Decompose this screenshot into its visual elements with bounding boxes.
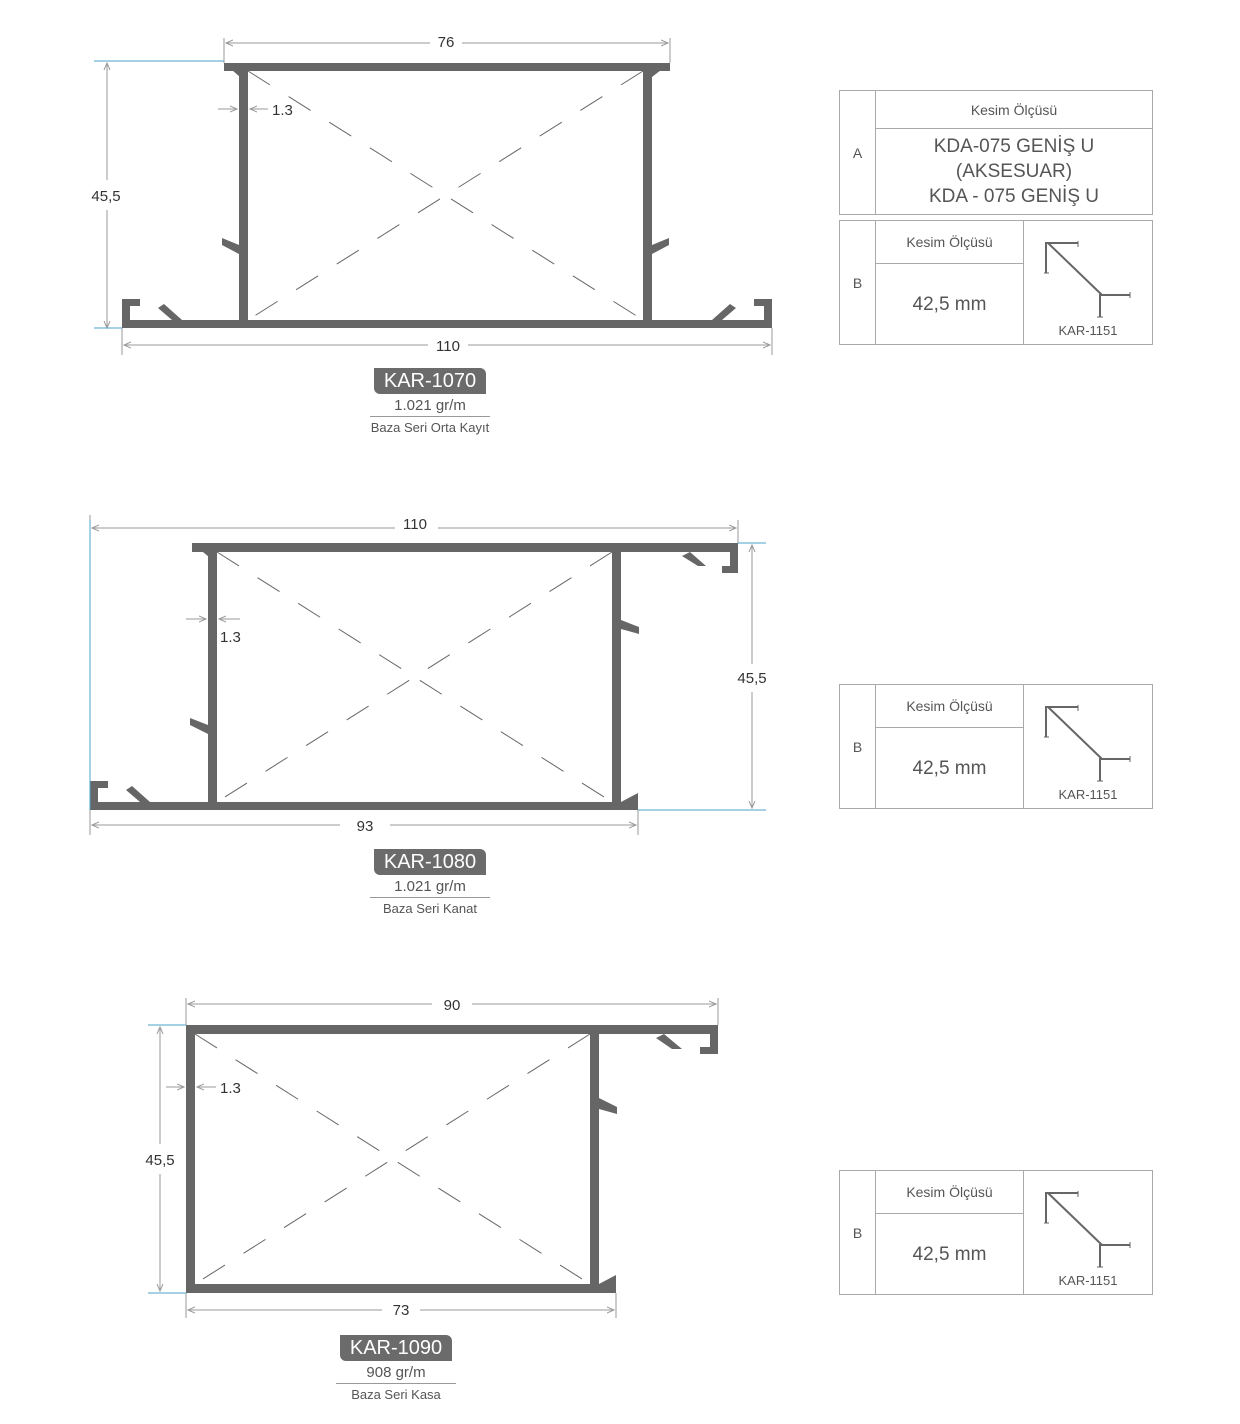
spec-line-1: KDA-075 GENİŞ U (AKSESUAR) <box>933 136 1095 182</box>
profile-weight: 1.021 gr/m <box>370 877 490 898</box>
dim-top-1090: 90 <box>443 997 461 1014</box>
profile-kar-1080 <box>90 515 767 835</box>
spec-header: Kesim Ölçüsü <box>876 221 1023 264</box>
profile-kar-1090 <box>145 997 718 1319</box>
spec-table-b-3 <box>839 1170 1153 1295</box>
corner-piece-cell <box>1023 1171 1152 1294</box>
dim-height-1090: 45,5 <box>145 1152 175 1169</box>
caption-kar-1070 <box>350 368 510 435</box>
spec-value: 42,5 mm <box>912 1243 987 1265</box>
spec-header: Kesim Ölçüsü <box>876 685 1023 728</box>
dim-wall-1090: 1.3 <box>220 1080 241 1097</box>
dim-top-1070: 76 <box>437 34 455 51</box>
dim-bottom-1090: 73 <box>392 1302 410 1319</box>
spec-value <box>876 129 1152 214</box>
spec-part-code: KAR-1151 <box>1058 323 1118 338</box>
profile-weight: 1.021 gr/m <box>370 396 490 417</box>
corner-piece-icon <box>1044 693 1136 783</box>
corner-piece-cell <box>1023 685 1152 808</box>
spec-letter: B <box>840 1171 876 1294</box>
dim-height-1080: 45,5 <box>737 670 767 687</box>
corner-piece-icon <box>1044 1179 1136 1269</box>
corner-piece-icon <box>1044 229 1136 319</box>
spec-header: Kesim Ölçüsü <box>876 91 1152 129</box>
profile-code: KAR-1090 <box>340 1335 452 1361</box>
spec-header: Kesim Ölçüsü <box>876 1171 1023 1214</box>
spec-line-2: KDA - 075 GENİŞ U <box>928 186 1099 207</box>
spec-value: 42,5 mm <box>912 757 987 779</box>
corner-piece-cell <box>1023 221 1152 344</box>
spec-letter: B <box>840 221 876 344</box>
caption-kar-1080 <box>350 849 510 916</box>
caption-kar-1090 <box>316 1335 476 1402</box>
dim-bottom-1080: 93 <box>356 818 374 835</box>
profile-code: KAR-1070 <box>374 368 486 394</box>
profile-weight: 908 gr/m <box>336 1363 456 1384</box>
profile-kar-1070 <box>91 34 772 355</box>
profile-description: Baza Seri Kasa <box>351 1387 441 1402</box>
spec-part-code: KAR-1151 <box>1058 787 1118 802</box>
spec-table-b-2 <box>839 684 1153 809</box>
spec-table-b-1 <box>839 220 1153 345</box>
profile-description: Baza Seri Orta Kayıt <box>370 420 490 435</box>
profile-description: Baza Seri Kanat <box>383 901 477 916</box>
spec-table-a <box>839 90 1153 215</box>
dim-height-1070: 45,5 <box>91 188 121 205</box>
spec-letter: B <box>840 685 876 808</box>
dim-wall-1080: 1.3 <box>220 629 241 646</box>
profile-code: KAR-1080 <box>374 849 486 875</box>
dim-wall-1070: 1.3 <box>272 102 293 119</box>
dim-bottom-1070: 110 <box>436 338 460 355</box>
spec-value: 42,5 mm <box>912 293 987 315</box>
dim-top-1080: 110 <box>403 516 427 533</box>
spec-part-code: KAR-1151 <box>1058 1273 1118 1288</box>
spec-letter: A <box>840 91 876 214</box>
